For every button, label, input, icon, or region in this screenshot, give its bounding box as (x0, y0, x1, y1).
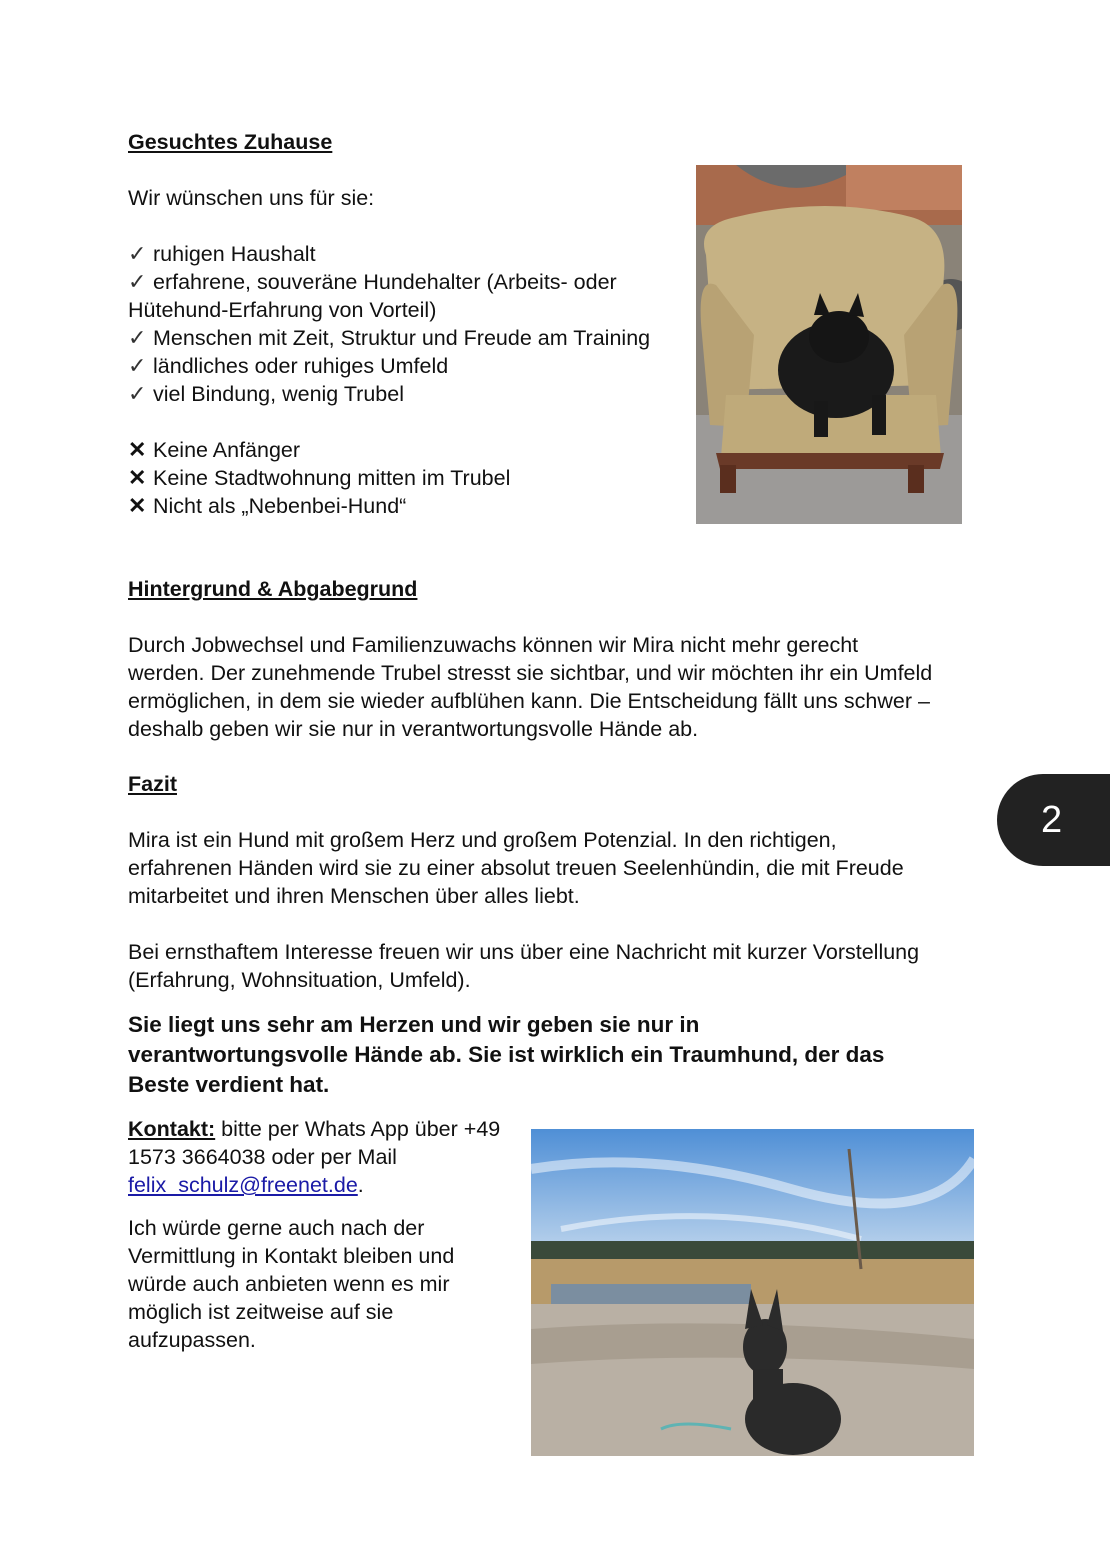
page-number-tab: 2 (997, 774, 1110, 866)
contact-label: Kontakt: (128, 1117, 216, 1141)
list-item: ✓ Menschen mit Zeit, Struktur und Freude am Training (128, 325, 651, 350)
list-item: ✕ Keine Stadtwohnung mitten im Trubel (128, 465, 511, 490)
section-heading-conclusion: Fazit (128, 772, 177, 796)
cross-icon: ✕ (128, 493, 147, 518)
home-intro: Wir wünschen uns für sie: (128, 186, 375, 210)
list-item: ✓ ländliches oder ruhiges Umfeld (128, 353, 449, 378)
checkmark-icon: ✓ (128, 381, 147, 406)
followup-paragraph: Ich würde gerne auch nach der Vermittlung in Kontakt bleiben und würde auch anbieten wenn es mir möglich ist zeitweise auf sie aufzupassen. (128, 1216, 455, 1352)
checkmark-icon: ✓ (128, 325, 147, 350)
interest-paragraph: Bei ernsthaftem Interesse freuen wir uns über eine Nachricht mit kurzer Vorstellung (Erfahrung, Wohnsituation, Umfeld). (128, 940, 920, 992)
list-item: ✕ Nicht als „Nebenbei-Hund“ (128, 493, 407, 518)
list-item: ✓ ruhigen Haushalt (128, 241, 316, 266)
cross-icon: ✕ (128, 437, 147, 462)
list-item: ✓ viel Bindung, wenig Trubel (128, 381, 404, 406)
email-link[interactable]: felix_schulz@freenet.de (128, 1173, 358, 1197)
list-item-continued: Hütehund-Erfahrung von Vorteil) (128, 298, 437, 322)
wish-list (128, 240, 650, 408)
checkmark-icon: ✓ (128, 353, 147, 378)
checkmark-icon: ✓ (128, 241, 147, 266)
highlight-statement: Sie liegt uns sehr am Herzen und wir geben sie nur in verantwortungsvolle Hände ab. Sie ist wirklich ein Traumhund, der das Beste verdient hat. (128, 1012, 885, 1097)
cross-icon: ✕ (128, 465, 147, 490)
list-item: ✕ Keine Anfänger (128, 437, 301, 462)
contact-block: Kontakt: bitte per Whats App über +49 1573 3664038 oder per Mail felix_schulz@freenet.de. (128, 1117, 501, 1197)
list-item: ✓ erfahrene, souveräne Hundehalter (Arbeits- oder (128, 269, 617, 294)
checkmark-icon: ✓ (128, 269, 147, 294)
background-text: Durch Jobwechsel und Familienzuwachs können wir Mira nicht mehr gerecht werden. Der zunehmende Trubel stresst sie sichtbar, und wir möchten ihr ein Umfeld ermöglichen, in dem sie wieder aufblühen kann. Die Entscheidung fällt uns schwer – deshalb geben wir sie nur in verantwortungsvolle Hände ab. (128, 633, 933, 741)
section-heading-home: Gesuchtes Zuhause (128, 130, 333, 154)
dog-lake-photo (531, 1129, 974, 1456)
conclusion-paragraph: Mira ist ein Hund mit großem Herz und großem Potenzial. In den richtigen, erfahrenen Händen wird sie zu einer absolut treuen Seelenhündin, die mit Freude mitarbeitet und ihren Menschen über alles liebt. (128, 828, 904, 908)
section-heading-background: Hintergrund & Abgabegrund (128, 577, 418, 601)
dog-armchair-photo (696, 165, 962, 524)
exclusion-list (128, 436, 510, 520)
